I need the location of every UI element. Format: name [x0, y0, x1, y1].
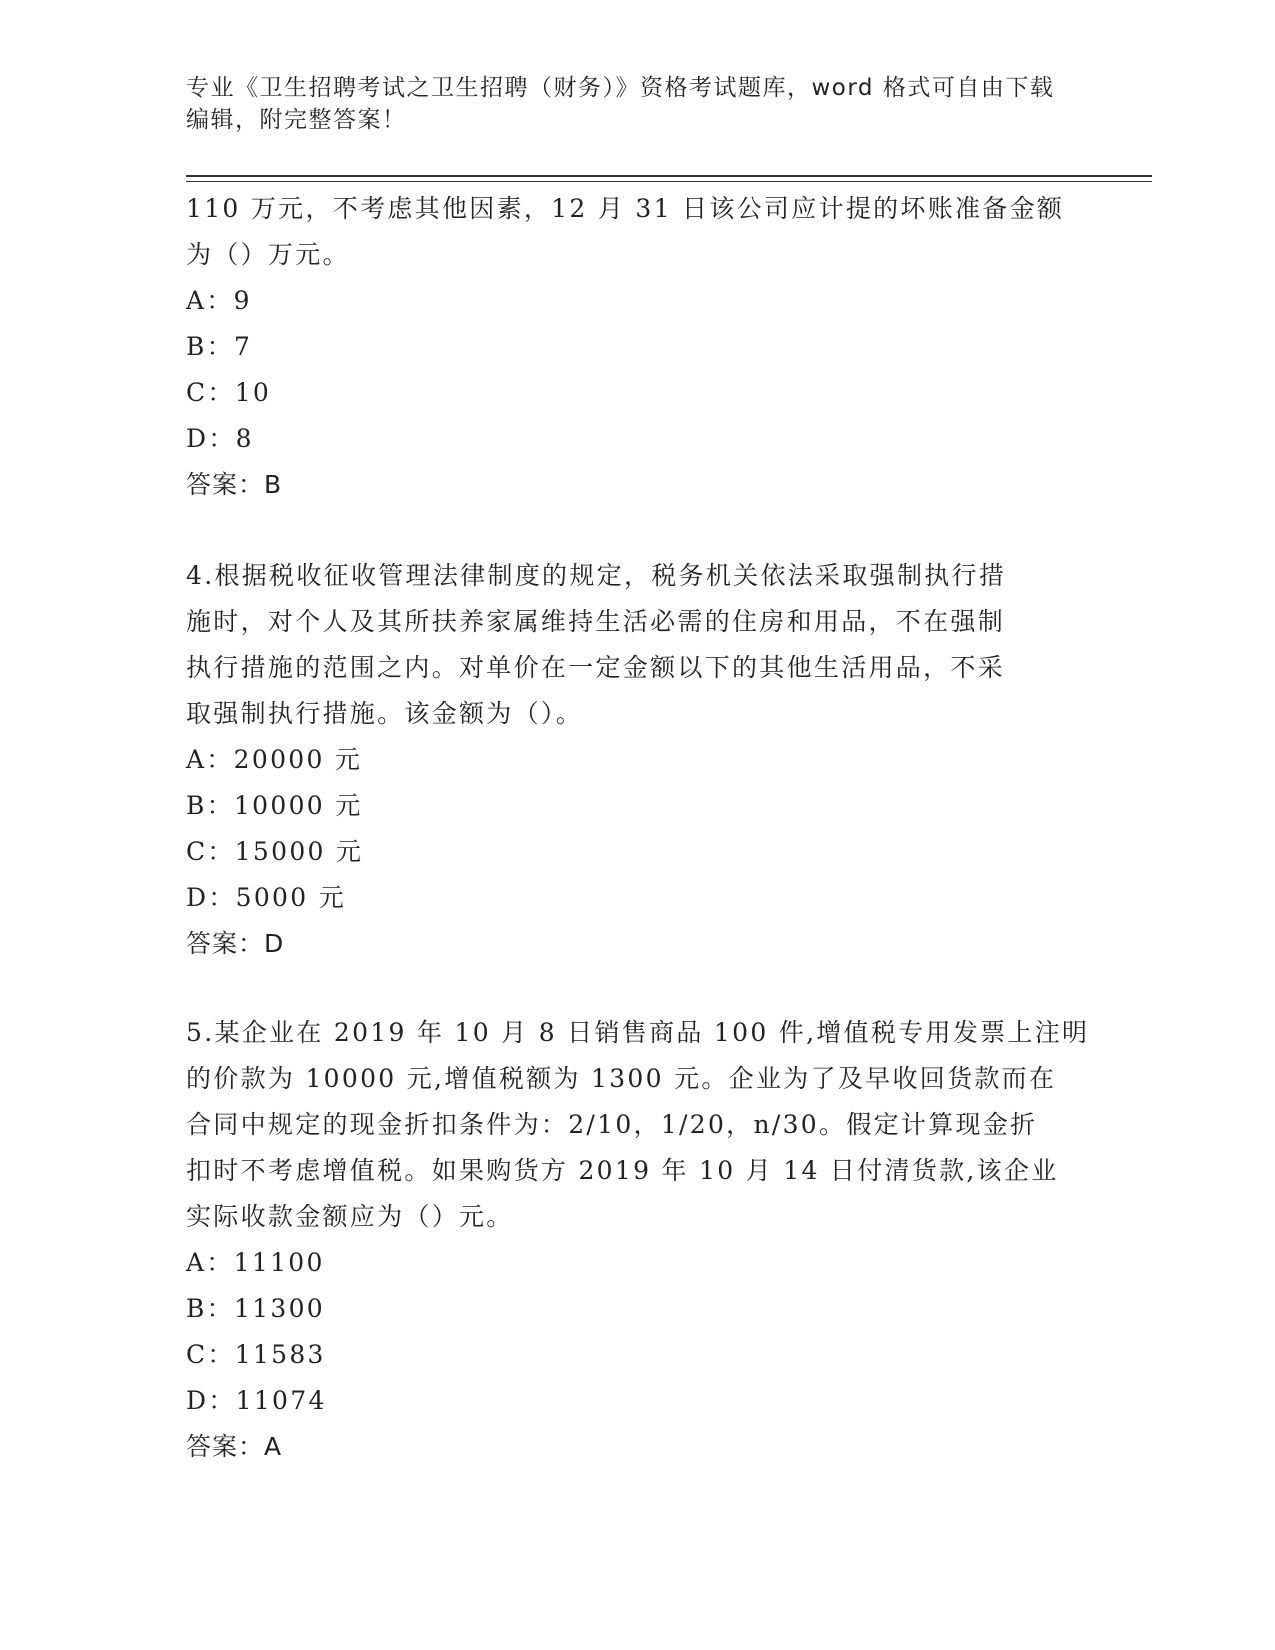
- question-5-stem-line-3: 合同中规定的现金折扣条件为：2/10，1/20，n/30。假定计算现金折: [186, 1110, 1038, 1139]
- page-header: [186, 72, 1086, 136]
- question-5-answer: 答案：A: [186, 1432, 283, 1461]
- question-spacer: [186, 967, 1086, 1010]
- question-5-stem-line-4: 扣时不考虑增值税。如果购货方 2019 年 10 月 14 日付清货款,该企业: [186, 1156, 1059, 1185]
- question-4: [186, 553, 1086, 967]
- question-5-stem-line-5: 实际收款金额应为（）元。: [186, 1202, 514, 1231]
- question-3-stem-line-2: 为（）万元。: [186, 240, 350, 269]
- question-4-stem-line-4: 取强制执行措施。该金额为（）。: [186, 699, 584, 728]
- question-3-option-d: D：8: [186, 424, 254, 453]
- question-5-option-a: A：11100: [186, 1248, 325, 1277]
- question-spacer: [186, 508, 1086, 553]
- question-4-answer: 答案：D: [186, 929, 285, 958]
- question-4-option-a: A：20000 元: [186, 745, 363, 774]
- question-5-option-d: D：11074: [186, 1386, 327, 1415]
- header-rule-thick: [186, 175, 1152, 177]
- question-4-option-d: D：5000 元: [186, 883, 347, 912]
- question-3: [186, 186, 1086, 508]
- question-list: [186, 186, 1090, 1470]
- question-5-option-c: C：11583: [186, 1340, 326, 1369]
- question-4-option-c: C：15000 元: [186, 837, 364, 866]
- question-3-option-c: C：10: [186, 378, 272, 407]
- question-4-stem-line-3: 执行措施的范围之内。对单价在一定金额以下的其他生活用品，不采: [186, 653, 1006, 682]
- header-line-2: 编辑，附完整答案！: [186, 107, 407, 133]
- question-4-option-b: B：10000 元: [186, 791, 363, 820]
- question-3-option-a: A：9: [186, 286, 252, 315]
- question-5-option-b: B：11300: [186, 1294, 326, 1323]
- question-3-answer: 答案：B: [186, 470, 283, 499]
- question-5: [186, 1010, 1090, 1470]
- question-4-stem-line-1: 4.根据税收征收管理法律制度的规定，税务机关依法采取强制执行措: [186, 561, 1007, 590]
- question-3-option-b: B：7: [186, 332, 253, 361]
- header-rule-thin: [186, 181, 1152, 182]
- question-5-stem-line-2: 的价款为 10000 元,增值税额为 1300 元。企业为了及早收回货款而在: [186, 1064, 1057, 1093]
- question-3-stem-line-1: 110 万元，不考虑其他因素，12 月 31 日该公司应计提的坏账准备金额: [186, 194, 1065, 223]
- question-5-stem-line-1: 5.某企业在 2019 年 10 月 8 日销售商品 100 件,增值税专用发票上注明: [186, 1018, 1090, 1047]
- header-line-1: 专业《卫生招聘考试之卫生招聘（财务）》资格考试题库，word 格式可自由下载: [186, 75, 1055, 101]
- question-4-stem-line-2: 施时，对个人及其所扶养家属维持生活必需的住房和用品，不在强制: [186, 607, 1006, 636]
